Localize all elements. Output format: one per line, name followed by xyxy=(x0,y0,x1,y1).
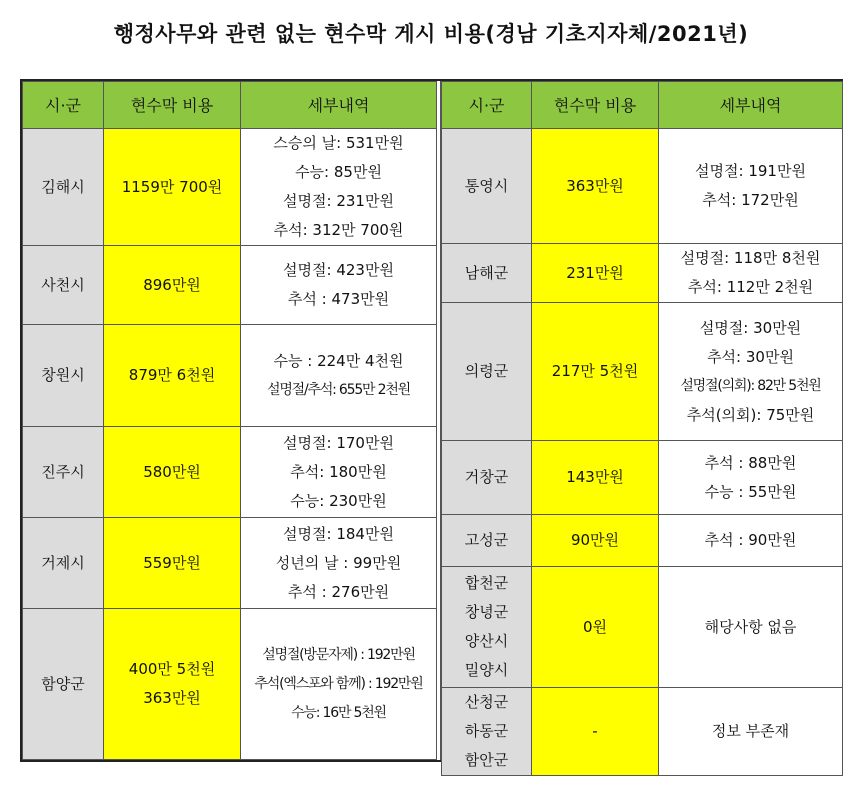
cost-cell-line: 559만원 xyxy=(143,553,201,572)
cost-cell-line: 1159만 700원 xyxy=(121,177,223,196)
cost-cell-line: 90만원 xyxy=(570,531,620,549)
table-row xyxy=(442,515,843,567)
cost-cell xyxy=(532,567,659,688)
cost-cell-line: 0원 xyxy=(582,617,608,636)
table-row xyxy=(442,303,843,441)
cost-cell xyxy=(104,518,241,609)
detail-cell-line: 추석 : 88만원 xyxy=(704,453,797,472)
city-cell xyxy=(23,129,104,246)
cost-cell xyxy=(104,325,241,427)
city-cell-line: 산청군 xyxy=(464,693,509,711)
cost-cell xyxy=(532,441,659,515)
detail-cell xyxy=(659,129,843,244)
table-row xyxy=(23,518,437,609)
cost-cell-line: - xyxy=(592,722,598,740)
table-row xyxy=(23,427,437,518)
detail-cell-line: 추석: 312만 700원 xyxy=(273,221,404,239)
table-row xyxy=(23,609,437,760)
city-cell xyxy=(23,518,104,609)
cost-cell-line: 580만원 xyxy=(143,462,201,481)
detail-cell-line: 설명절: 191만원 xyxy=(695,162,806,180)
detail-cell xyxy=(241,246,437,325)
city-cell-line: 진주시 xyxy=(41,462,85,481)
cost-cell xyxy=(532,244,659,303)
detail-cell-line: 설명절: 231만원 xyxy=(283,192,394,210)
header-row xyxy=(23,82,437,129)
detail-cell-line: 설명절: 170만원 xyxy=(283,433,394,452)
detail-cell-line: 설명절: 184만원 xyxy=(283,524,394,543)
detail-cell-line: 추석 : 276만원 xyxy=(287,582,390,601)
table-row xyxy=(23,129,437,246)
city-cell xyxy=(442,515,532,567)
detail-cell-line: 추석: 112만 2천원 xyxy=(687,278,814,296)
cost-cell-line: 143만원 xyxy=(566,468,624,486)
city-cell xyxy=(442,244,532,303)
detail-cell-line: 설명절(의회): 82만 5천원 xyxy=(680,377,821,394)
city-cell-line: 창녕군 xyxy=(464,603,509,621)
cost-cell-line: 879만 6천원 xyxy=(128,366,216,384)
cost-cell xyxy=(532,303,659,441)
city-cell-line: 양산시 xyxy=(464,632,509,650)
cost-cell xyxy=(104,609,241,760)
city-cell-line: 함양군 xyxy=(41,674,85,693)
city-cell-line: 창원시 xyxy=(41,366,85,384)
header-city: 시·군 xyxy=(442,82,532,129)
detail-cell xyxy=(659,244,843,303)
detail-cell xyxy=(659,567,843,688)
detail-cell xyxy=(241,427,437,518)
cost-cell-line: 400만 5천원 xyxy=(128,660,216,678)
left-table xyxy=(22,81,437,760)
city-cell-line: 거제시 xyxy=(41,553,85,572)
detail-cell xyxy=(659,303,843,441)
table-row xyxy=(23,325,437,427)
detail-cell xyxy=(659,515,843,567)
table-row xyxy=(442,441,843,515)
table-row xyxy=(442,129,843,244)
city-cell-line: 밀양시 xyxy=(464,661,509,679)
header-detail: 세부내역 xyxy=(241,82,437,129)
city-cell-line: 남해군 xyxy=(464,263,509,282)
detail-cell-line: 수능 : 224만 4천원 xyxy=(273,351,404,370)
detail-cell-line: 추석: 180만원 xyxy=(290,462,387,481)
detail-cell-line: 설명절: 423만원 xyxy=(283,261,394,279)
city-cell xyxy=(23,246,104,325)
city-cell-line: 함안군 xyxy=(464,751,509,769)
city-cell xyxy=(442,441,532,515)
detail-cell-line: 설명절(방문자제) : 192만원 xyxy=(262,646,415,663)
detail-cell-line: 정보 부존재 xyxy=(711,722,790,740)
detail-cell-line: 수능: 230만원 xyxy=(290,491,387,510)
cost-cell-line: 363만원 xyxy=(143,689,201,707)
header-cost: 현수막 비용 xyxy=(532,82,659,129)
detail-cell-line: 추석(의회): 75만원 xyxy=(686,405,815,424)
detail-cell-line: 설명절: 118만 8천원 xyxy=(680,249,821,267)
cost-cell xyxy=(532,688,659,776)
city-cell-line: 김해시 xyxy=(41,177,85,196)
detail-cell xyxy=(659,688,843,776)
header-cost: 현수막 비용 xyxy=(104,82,241,129)
detail-cell-line: 설명절: 30만원 xyxy=(699,318,802,337)
cost-cell-line: 217만 5천원 xyxy=(551,362,639,380)
city-cell xyxy=(442,129,532,244)
detail-cell-line: 추석 : 90만원 xyxy=(704,531,797,549)
cost-cell-line: 363만원 xyxy=(566,176,624,195)
detail-cell-line: 성년의 날 : 99만원 xyxy=(275,553,402,572)
table-row xyxy=(442,688,843,776)
city-cell-line: 하동군 xyxy=(464,722,509,740)
cost-cell xyxy=(104,246,241,325)
city-cell-line: 거창군 xyxy=(464,468,509,486)
detail-cell-line: 추석: 172만원 xyxy=(702,191,799,209)
city-cell xyxy=(23,609,104,760)
cost-cell-line: 231만원 xyxy=(566,263,624,282)
detail-cell-line: 수능: 85만원 xyxy=(295,163,382,181)
header-row xyxy=(442,82,843,129)
right-table xyxy=(441,81,843,776)
detail-cell xyxy=(241,129,437,246)
city-cell-line: 고성군 xyxy=(464,531,509,549)
cost-cell xyxy=(104,129,241,246)
detail-cell xyxy=(241,609,437,760)
detail-cell-line: 스승의 날: 531만원 xyxy=(273,134,404,152)
detail-cell xyxy=(241,518,437,609)
table-row xyxy=(442,567,843,688)
header-detail: 세부내역 xyxy=(659,82,843,129)
city-cell xyxy=(442,688,532,776)
detail-cell-line: 추석(엑스포와 함께) : 192만원 xyxy=(254,675,423,692)
detail-cell-line: 추석 : 473만원 xyxy=(287,290,390,308)
table-row xyxy=(23,246,437,325)
city-cell-line: 합천군 xyxy=(464,574,509,592)
cost-cell xyxy=(532,129,659,244)
detail-cell xyxy=(241,325,437,427)
page-title: 행정사무와 관련 없는 현수막 게시 비용(경남 기초지자체/2021년) xyxy=(113,22,749,46)
detail-cell-line: 해당사항 없음 xyxy=(704,617,797,636)
detail-cell-line: 설명절/추석: 655만 2천원 xyxy=(267,381,410,398)
city-cell xyxy=(23,427,104,518)
detail-cell xyxy=(659,441,843,515)
cost-cell-line: 896만원 xyxy=(143,275,201,294)
city-cell-line: 사천시 xyxy=(41,275,85,294)
header-city: 시·군 xyxy=(23,82,104,129)
table-row xyxy=(442,244,843,303)
city-cell-line: 통영시 xyxy=(464,176,509,195)
detail-cell-line: 수능: 16만 5천원 xyxy=(291,704,386,721)
detail-cell-line: 추석: 30만원 xyxy=(707,347,794,366)
cost-cell xyxy=(104,427,241,518)
city-cell xyxy=(23,325,104,427)
city-cell xyxy=(442,567,532,688)
detail-cell-line: 수능 : 55만원 xyxy=(704,482,797,501)
city-cell xyxy=(442,303,532,441)
city-cell-line: 의령군 xyxy=(464,362,509,380)
cost-cell xyxy=(532,515,659,567)
